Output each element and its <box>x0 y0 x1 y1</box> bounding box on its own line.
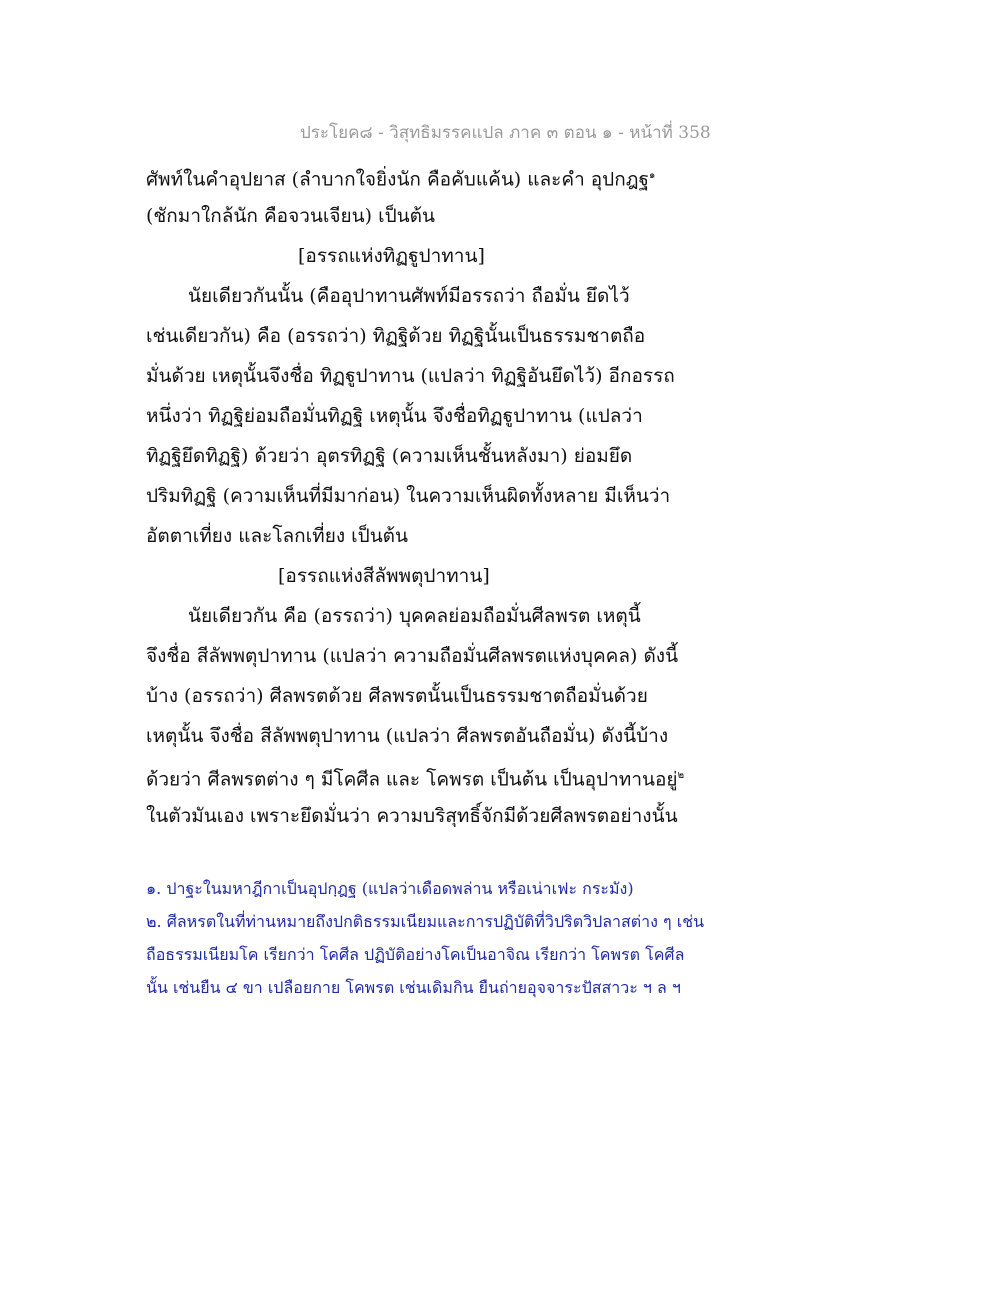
body-line: บ้าง (อรรถว่า) ศีลพรตด้วย ศีลพรตนั้นเป็นธรรมชาตถือมั่นด้วย <box>146 685 648 707</box>
body-line: อัตตาเที่ยง และโลกเที่ยง เป็นต้น <box>146 525 409 547</box>
footnote-line: ๒. ศีลหรตในที่ท่านหมายถึงปกติธรรมเนียมและการปฏิบัติที่วิปริตวิปลาสต่าง ๆ เช่น <box>146 912 704 931</box>
running-header: ประโยค๘ - วิสุทธิมรรคแปล ภาค ๓ ตอน ๑ - หน้าที่ 358 <box>300 123 711 143</box>
footnote-ref-2: ๒ <box>677 770 685 781</box>
section-heading: [อรรถแห่งทิฏฐูปาทาน] <box>298 245 485 267</box>
body-line: มั่นด้วย เหตุนั้นจึงชื่อ ทิฏฐูปาทาน (แปลว่า ทิฏฐิอันยึดไว้) อีกอรรถ <box>146 365 675 387</box>
footnote-line: ๑. ปาฐะในมหาฎีกาเป็นอุปกฺฎฐ (แปลว่าเดือดพล่าน หรือเน่าเฟะ กระมัง) <box>146 879 634 898</box>
footnote-line: ถือธรรมเนียมโค เรียกว่า โคศีล ปฏิบัติอย่างโคเป็นอาจิณ เรียกว่า โคพรต โคศีล <box>146 945 685 964</box>
body-line <box>146 156 746 196</box>
body-line: นัยเดียวกัน คือ (อรรถว่า) บุคคลย่อมถือมั่นศีลพรต เหตุนี้ <box>188 605 641 627</box>
body-line: จึงชื่อ สีลัพพตุปาทาน (แปลว่า ความถือมั่นศีลพรตแห่งบุคคล) ดังนี้ <box>146 645 679 667</box>
body-line: (ชักมาใกล้นัก คือจวนเจียน) เป็นต้น <box>146 205 435 227</box>
body-line: เหตุนั้น จึงชื่อ สีลัพพตุปาทาน (แปลว่า ศีลพรตอันถือมั่น) ดังนี้บ้าง <box>146 725 669 747</box>
section-heading: [อรรถแห่งสีลัพพตุปาทาน] <box>278 565 490 587</box>
body-line: หนึ่งว่า ทิฏฐิย่อมถือมั่นทิฏฐิ เหตุนั้น จึงชื่อทิฏฐูปาทาน (แปลว่า <box>146 405 643 427</box>
body-line: ในตัวมันเอง เพราะยึดมั่นว่า ความบริสุทธิ์จักมีด้วยศีลพรตอย่างนั้น <box>146 805 678 827</box>
body-line-text: ศัพท์ในคำอุปยาส (ลำบากใจยิ่งนัก คือคับแค้น) และคำ อุปกฎฐ <box>146 168 649 191</box>
body-line: เช่นเดียวกัน) คือ (อรรถว่า) ทิฏฐิด้วย ทิฏฐินั้นเป็นธรรมชาตถือ <box>146 325 646 347</box>
body-line: นัยเดียวกันนั้น (คืออุปาทานศัพท์มีอรรถว่า ถือมั่น ยึดไว้ <box>188 285 630 307</box>
body-line: ทิฏฐิยึดทิฏฐิ) ด้วยว่า อุตรทิฏฐิ (ความเห็นชั้นหลังมา) ย่อมยึด <box>146 445 633 467</box>
body-text <box>146 156 746 836</box>
footnotes <box>146 872 756 1004</box>
body-line <box>146 756 746 796</box>
footnote-ref-1: ๑ <box>649 170 656 181</box>
body-line-text: ด้วยว่า ศีลพรตต่าง ๆ มีโคศีล และ โคพรต เป็นต้น เป็นอุปาทานอยู่ <box>146 768 678 791</box>
footnote-line: นั้น เช่นยืน ๔ ขา เปลือยกาย โคพรต เช่นเดิมกิน ยืนถ่ายอุจจาระปัสสาวะ ฯ ล ฯ <box>146 978 681 997</box>
body-line: ปริมทิฏฐิ (ความเห็นที่มีมาก่อน) ในความเห็นผิดทั้งหลาย มีเห็นว่า <box>146 485 671 507</box>
